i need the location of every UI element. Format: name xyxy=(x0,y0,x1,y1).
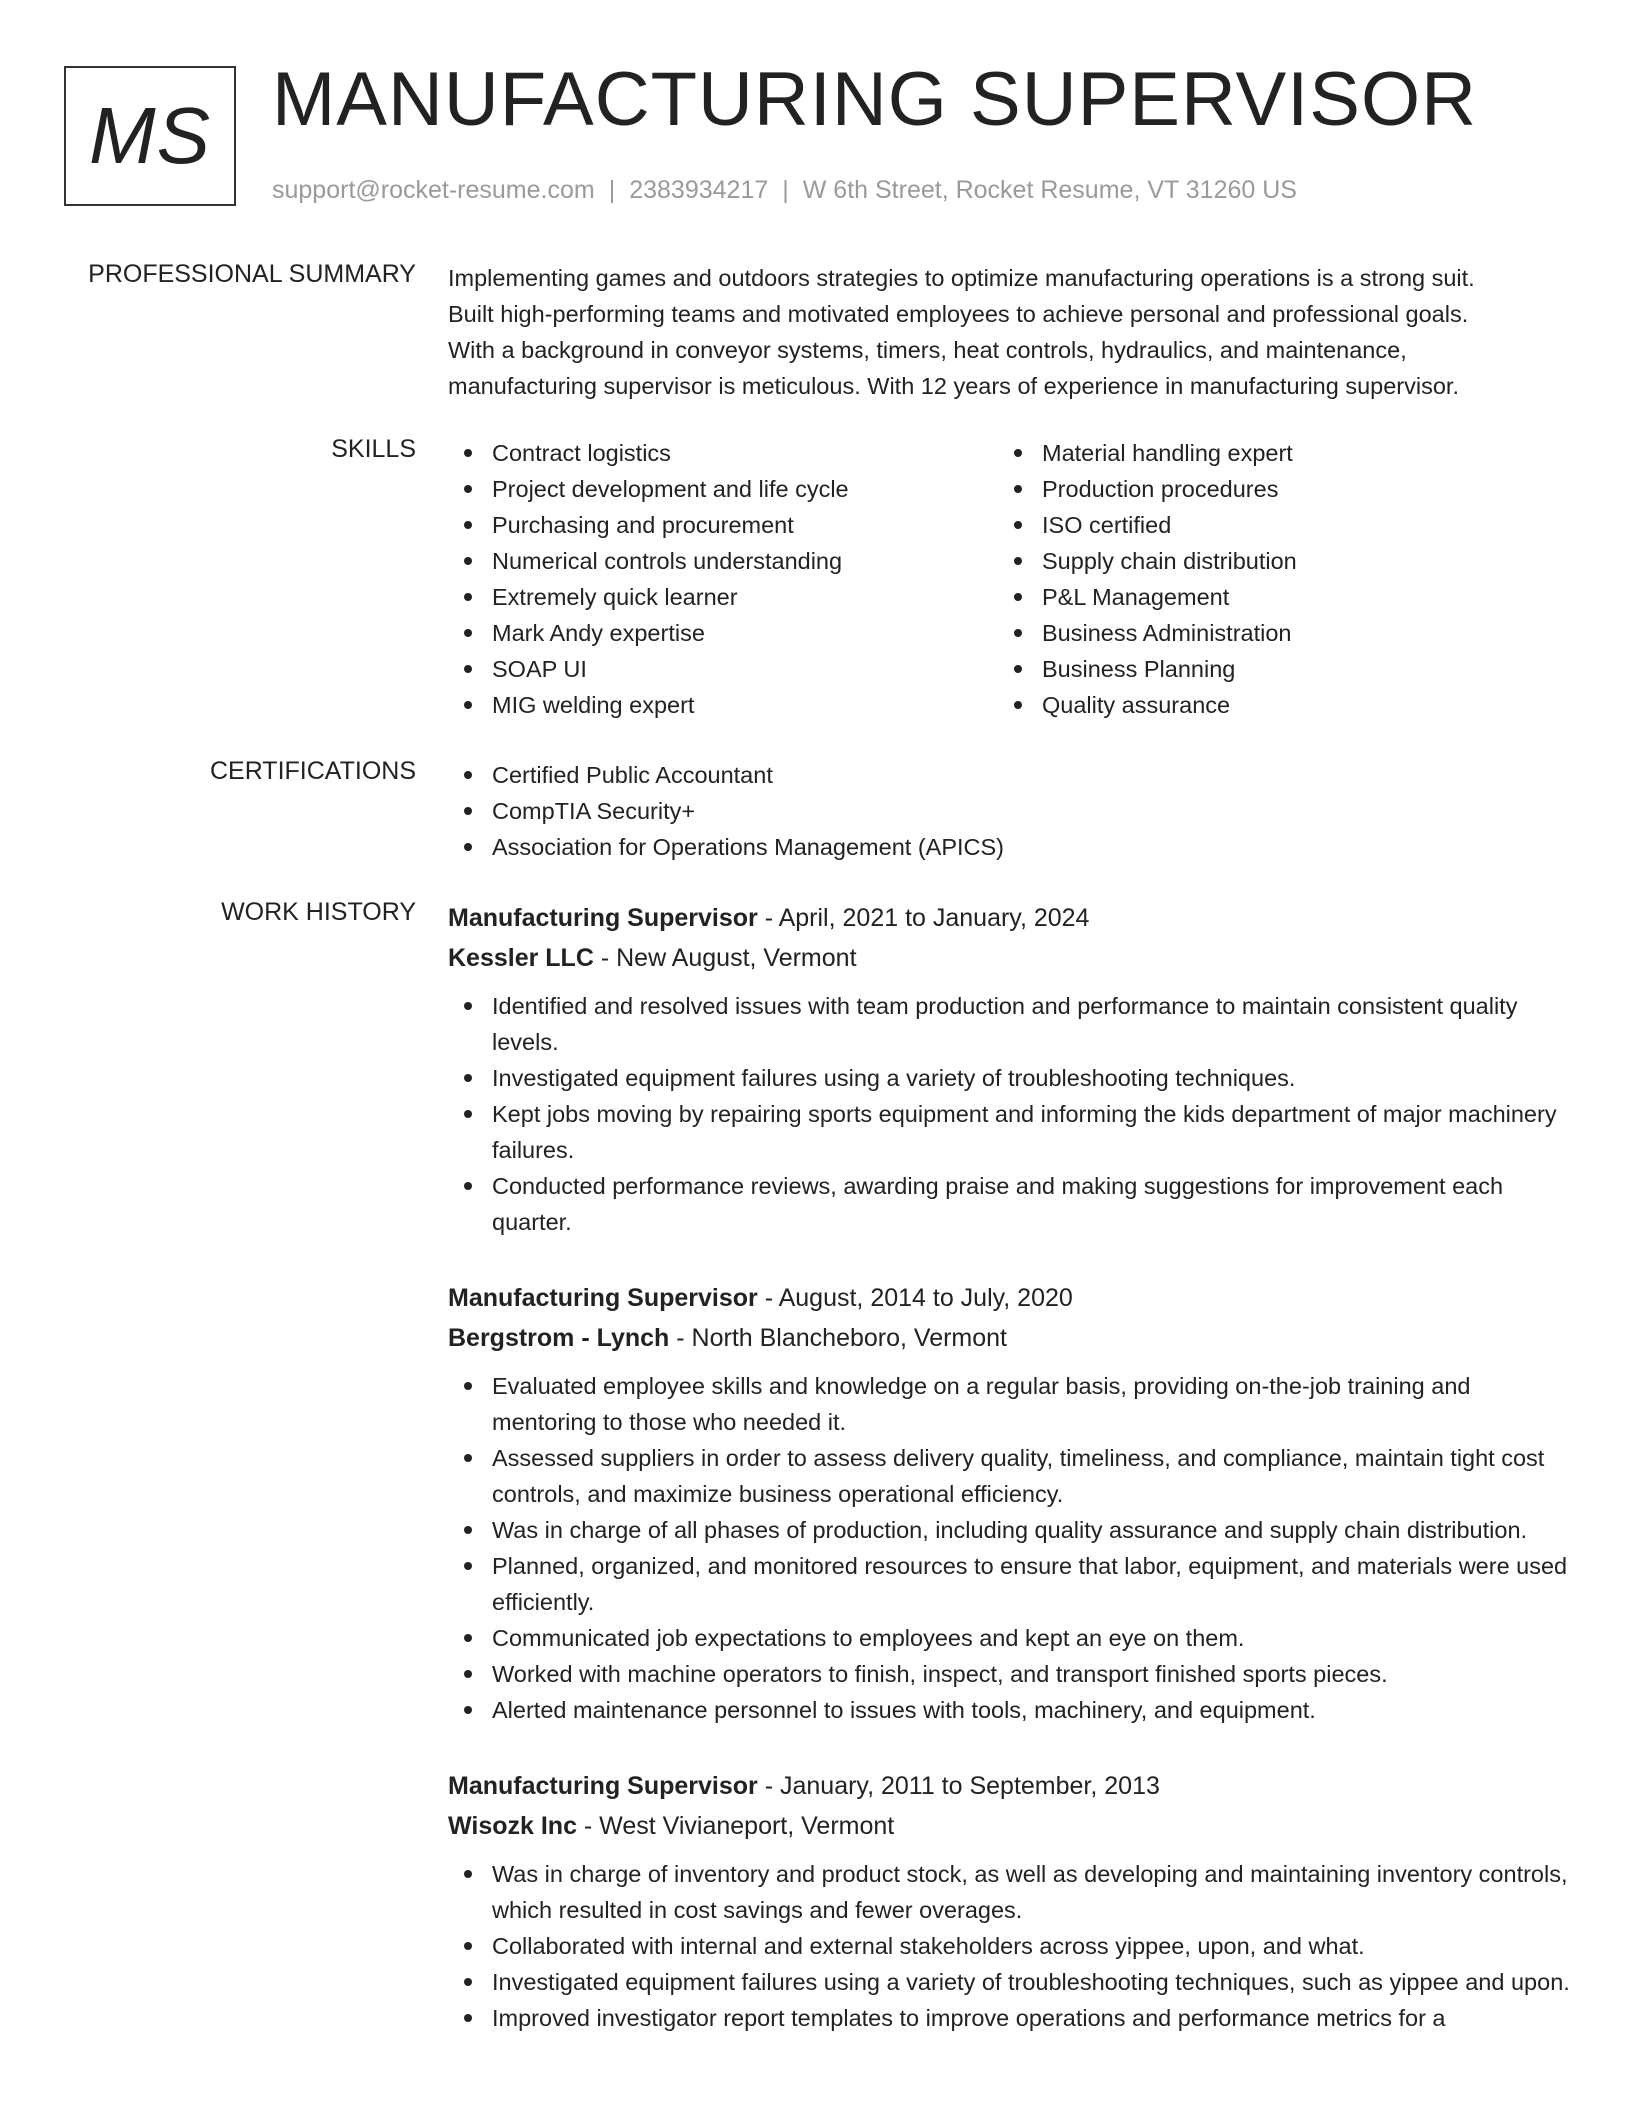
skill-item: Extremely quick learner xyxy=(448,579,998,615)
job-role: Manufacturing Supervisor xyxy=(448,904,758,932)
job-bullet: Worked with machine operators to finish, inspect, and transport finished sports pieces. xyxy=(448,1656,1572,1692)
skill-item: Material handling expert xyxy=(998,435,1548,471)
job-dates: - January, 2011 to September, 2013 xyxy=(757,1772,1160,1800)
job-company: Wisozk Inc xyxy=(448,1812,577,1840)
work-history-body xyxy=(448,898,1572,2074)
skill-item: Purchasing and procurement xyxy=(448,507,998,543)
job-title-line xyxy=(448,898,1572,938)
job-entry xyxy=(448,1766,1572,2036)
summary-body xyxy=(448,260,1572,404)
certification-item: CompTIA Security+ xyxy=(448,793,1572,829)
job-role: Manufacturing Supervisor xyxy=(448,1772,758,1800)
skills-columns xyxy=(448,435,1572,723)
skill-item: Numerical controls understanding xyxy=(448,543,998,579)
job-bullet: Investigated equipment failures using a variety of troubleshooting techniques. xyxy=(448,1060,1572,1096)
skill-item: P&L Management xyxy=(998,579,1548,615)
job-entry xyxy=(448,1278,1572,1728)
job-bullet: Evaluated employee skills and knowledge on a regular basis, providing on-the-job training and mentoring to those who needed it. xyxy=(448,1368,1572,1440)
section-heading-skills: SKILLS xyxy=(331,435,416,463)
skills-body xyxy=(448,435,1572,723)
job-location: - West Vivianeport, Vermont xyxy=(576,1812,895,1840)
job-bullet: Investigated equipment failures using a variety of troubleshooting techniques, such as yippee and upon. xyxy=(448,1964,1572,2000)
job-bullet: Collaborated with internal and external stakeholders across yippee, upon, and what. xyxy=(448,1928,1572,1964)
skill-item: Business Administration xyxy=(998,615,1548,651)
skill-item: Contract logistics xyxy=(448,435,998,471)
certification-item: Certified Public Accountant xyxy=(448,757,1572,793)
job-bullets xyxy=(448,988,1572,1240)
job-dates: - April, 2021 to January, 2024 xyxy=(757,904,1090,932)
job-company-line xyxy=(448,1806,1572,1846)
summary-line: Built high-performing teams and motivated employees to achieve personal and professional goals. xyxy=(448,301,1469,327)
job-bullet: Assessed suppliers in order to assess delivery quality, timeliness, and compliance, maintain tight cost controls, and maximize business operational efficiency. xyxy=(448,1440,1572,1512)
certifications-list xyxy=(448,757,1572,865)
job-bullets xyxy=(448,1368,1572,1728)
monogram-logo: MS xyxy=(64,66,236,206)
skills-list-left xyxy=(448,435,998,723)
email-text[interactable]: support@rocket-resume.com xyxy=(272,176,595,204)
skill-item: ISO certified xyxy=(998,507,1548,543)
section-heading-summary: PROFESSIONAL SUMMARY xyxy=(88,260,416,288)
skill-item: SOAP UI xyxy=(448,651,998,687)
job-bullet: Conducted performance reviews, awarding praise and making suggestions for improvement each quarter. xyxy=(448,1168,1572,1240)
skill-item: Project development and life cycle xyxy=(448,471,998,507)
contact-separator: | xyxy=(782,176,789,204)
skill-item: MIG welding expert xyxy=(448,687,998,723)
job-company-line xyxy=(448,1318,1572,1358)
job-entry xyxy=(448,898,1572,1240)
job-bullet: Communicated job expectations to employees and kept an eye on them. xyxy=(448,1620,1572,1656)
certification-item: Association for Operations Management (APICS) xyxy=(448,829,1572,865)
section-heading-certifications: CERTIFICATIONS xyxy=(209,757,416,785)
job-location: - North Blancheboro, Vermont xyxy=(669,1324,1007,1352)
job-company: Kessler LLC xyxy=(448,944,594,972)
skills-list-right xyxy=(998,435,1548,723)
summary-line: With a background in conveyor systems, timers, heat controls, hydraulics, and maintenance, xyxy=(448,337,1407,363)
job-title-line xyxy=(448,1278,1572,1318)
skill-item: Business Planning xyxy=(998,651,1548,687)
job-bullet: Alerted maintenance personnel to issues with tools, machinery, and equipment. xyxy=(448,1692,1572,1728)
section-heading-work-history: WORK HISTORY xyxy=(221,898,416,926)
job-bullets xyxy=(448,1856,1572,2036)
job-company: Bergstrom - Lynch xyxy=(448,1324,670,1352)
job-bullet: Planned, organized, and monitored resources to ensure that labor, equipment, and materials were used efficiently. xyxy=(448,1548,1572,1620)
skill-item: Mark Andy expertise xyxy=(448,615,998,651)
job-dates: - August, 2014 to July, 2020 xyxy=(757,1284,1073,1312)
job-bullet: Identified and resolved issues with team production and performance to maintain consistent quality levels. xyxy=(448,988,1572,1060)
contact-separator: | xyxy=(608,176,616,204)
skill-item: Quality assurance xyxy=(998,687,1548,723)
job-bullet: Kept jobs moving by repairing sports equipment and informing the kids department of major machinery failures. xyxy=(448,1096,1572,1168)
certifications-body xyxy=(448,757,1572,865)
job-title-line xyxy=(448,1766,1572,1806)
summary-line: Implementing games and outdoors strategies to optimize manufacturing operations is a strong suit. xyxy=(448,265,1475,291)
page-title: MANUFACTURING SUPERVISOR xyxy=(272,57,1477,142)
job-role: Manufacturing Supervisor xyxy=(448,1284,758,1312)
phone-text[interactable]: 2383934217 xyxy=(629,176,769,204)
summary-line: manufacturing supervisor is meticulous. With 12 years of experience in manufacturing supervisor. xyxy=(448,373,1459,399)
skill-item: Production procedures xyxy=(998,471,1548,507)
job-company-line xyxy=(448,938,1572,978)
job-location: - New August, Vermont xyxy=(593,944,857,972)
skill-item: Supply chain distribution xyxy=(998,543,1548,579)
job-bullet: Improved investigator report templates to improve operations and performance metrics for a xyxy=(448,2000,1572,2036)
job-bullet: Was in charge of all phases of production, including quality assurance and supply chain distribution. xyxy=(448,1512,1572,1548)
contact-line xyxy=(272,176,1297,205)
address-text: W 6th Street, Rocket Resume, VT 31260 US xyxy=(802,176,1297,204)
job-bullet: Was in charge of inventory and product stock, as well as developing and maintaining inventory controls, which resulted in cost savings and fewer overages. xyxy=(448,1856,1572,1928)
